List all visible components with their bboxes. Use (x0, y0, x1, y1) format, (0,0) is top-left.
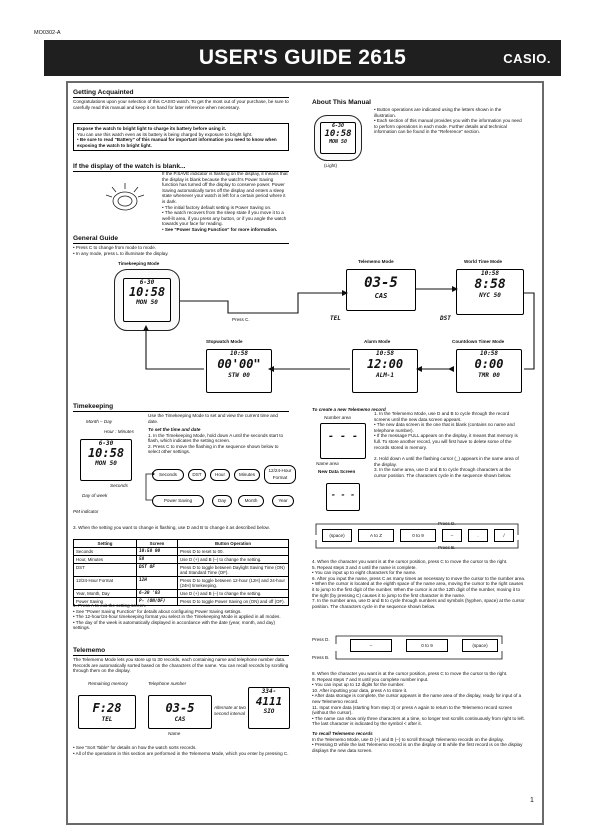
create-step-10: 10. After inputting your data, press A to store it. (312, 687, 408, 693)
about-lcd-date: 6-30 (331, 123, 345, 129)
create-step-2: 2. Hold down A until the flashing cursor (_) appears in the name area of the display. (374, 456, 519, 467)
seq-dst: DST (188, 469, 206, 481)
dst-indicator: DST (440, 315, 451, 322)
set-time-step-4: 4. Press A to exit the setting screen. (73, 603, 147, 608)
callout-telephone-number: Telephone number (148, 681, 187, 686)
tm-record-number: 03-5 (165, 701, 195, 715)
tm-alt-number: 4111 (255, 695, 283, 708)
create-step-10a: • After data storage is complete, the cursor appears in the name area of the display, ready for input of a new Telememo record. (312, 693, 522, 704)
tm-lcd-number: 03-5 (364, 275, 398, 291)
seq1-press-b: Press B. (438, 545, 456, 550)
table-row (74, 577, 289, 590)
document-code: MO0302-A (34, 30, 61, 36)
new-data-lcd: - - - (320, 423, 366, 459)
seq-day: Day (212, 495, 232, 507)
timekeeping-intro: Use the Timekeeping Mode to set and view the current time and date. (148, 413, 278, 424)
charge-warning-text: You can use this watch even as its battery is being charged by exposure to bright light. (77, 131, 253, 137)
seq1-0-to-9: 0 to 9 (400, 529, 436, 542)
recall-text: In the Telememo Mode, use D (+) and B (–) to scroll through Telememo records on the display. (312, 736, 504, 742)
row-operation: Use D (+) and B (–) to change the setting. (178, 556, 289, 564)
row-screen: 6-30 '03 (137, 590, 178, 598)
seq2-arrows (332, 633, 508, 663)
al-lcd-alarm-time: 12:00 (366, 357, 404, 371)
telememo-heading: Telememo (73, 647, 289, 656)
timekeeping-heading: Timekeeping (73, 403, 289, 412)
seq2-hyphen: – (350, 639, 392, 652)
seq2-press-b: Press B. (312, 655, 330, 660)
create-step-5a: • You can input up to eight characters for the name. (312, 570, 417, 576)
set-time-title: To set the time and date (148, 427, 201, 432)
telememo-notes (73, 745, 289, 756)
tm-alt-name: SIO (263, 708, 275, 715)
create-step-4: 4. When the character you want is at the cursor position, press C to move the cursor to the right. (312, 559, 508, 564)
recall-title: To recall Telememo records (312, 730, 373, 736)
tm-remaining-count: F:28 (92, 701, 122, 715)
recall-bullet: • Pressing D while the last Telememo record is on the display or B while the first record is on the display displays the new data screen. (312, 742, 523, 753)
about-lcd-day: MON 50 (328, 139, 348, 145)
about-bullet-1: • Button operations are indicated using the letters shown in the illustration. (374, 107, 502, 118)
table-head-operation: Button Operation (178, 540, 289, 548)
tk-note-1: • See "Power Saving Function" for details about configuring Power Saving settings. (73, 608, 242, 614)
row-setting: DST (74, 564, 137, 577)
callout-hour-min: Hour : Minutes (104, 429, 134, 434)
table-row (74, 564, 289, 577)
illuminate-bullet: • In any mode, press L to illuminate the display. (73, 250, 169, 256)
seq1-arrows (312, 519, 524, 553)
callout-pm-indicator: PM indicator (73, 509, 99, 514)
row-screen: 58 (137, 556, 178, 564)
set-time-step-1: 1. In the Timekeeping Mode, hold down A until the seconds start to flash, which indicates the setting screen. (148, 432, 284, 444)
callout-alternate: Alternate at two second interval (214, 705, 246, 716)
guide-title: USER'S GUIDE 2615 (198, 46, 407, 69)
table-row (74, 548, 289, 556)
wt-lcd-time-small: 10:58 (480, 270, 500, 277)
telememo-record-lcd (148, 695, 212, 729)
timekeeping-notes (73, 603, 287, 631)
create-step-8: 8. When the character you want is at the cursor position, press C to move the cursor to the right. (312, 671, 508, 676)
charge-warning-title: Expose the watch to bright light to charge its battery before using it. (77, 126, 227, 131)
al-lcd-time-small: 10:58 (375, 350, 395, 357)
row-screen: DST OF (137, 564, 178, 577)
set-time-step-3: 3. When the setting you want to change is flashing, use D and B to change it as described below. (73, 525, 270, 530)
about-manual-text (374, 107, 524, 135)
tk-note-2: • The 12-hour/24-hour timekeeping format you select in the Timekeeping Mode is applied in all modes. (73, 614, 281, 620)
table-head-screen: Screen (137, 540, 178, 548)
ct-lcd-timer: 0:00 (474, 357, 504, 371)
create-record-title: To create a new Telememo record (312, 407, 386, 412)
row-operation: Press D to toggle between Daylight Saving Time (ON) and Standard Time (OF). (178, 564, 289, 577)
create-step-9: 9. Repeat steps 7 and 8 until you complete number input. (312, 676, 429, 682)
row-screen: 12H (137, 577, 178, 590)
seq1-hyphen: – (442, 529, 462, 542)
set-time-step-2: 2. Press C to move the flashing in the sequence shown below to select other settings. (148, 443, 279, 455)
manual-page (66, 81, 544, 825)
table-header-row (74, 540, 289, 548)
callout-month-day: Month – Day (86, 419, 113, 424)
seq-seconds: Seconds (152, 469, 184, 481)
ct-lcd-time-small: 10:58 (479, 350, 499, 357)
about-bullet-2: • Each section of this manual provides you with the information you need to perform operations in each mode. Further details and technical information can be found in the "Reference" section. (374, 118, 522, 135)
seq-power-saving: Power Saving (152, 495, 204, 507)
row-setting: Seconds (74, 548, 137, 556)
press-c-label: Press C. (232, 317, 250, 322)
brand-logo: CASIO. (503, 51, 551, 66)
ct-lcd-label: TMR 00 (478, 372, 500, 379)
table-head-setting: Setting (74, 540, 137, 548)
psave-paragraph: If the P.SAVE indicator is flashing on the display, it means that the display is blank because the watch's Power Saving function has turned off the display to conserve power. Power Saving automatically turns off the display and enters a sleep state whenever your watch is left for a certain period where it is dark. (162, 171, 288, 204)
wt-lcd-city: NYC 50 (479, 292, 501, 299)
callout-number-area: Number area (324, 415, 351, 420)
tel-indicator: TEL (330, 315, 341, 322)
tks-lcd-time: 10:58 (87, 446, 125, 460)
mode-flow-arrows (68, 250, 542, 403)
row-setting: Year, Month, Day (74, 590, 137, 598)
row-setting: Power Saving (74, 598, 137, 606)
psave-bullet-2: • The watch recovers from the sleep state if you move it to a well-lit area, if you press any button, or if you angle the watch towards your face for reading. (162, 210, 287, 227)
callout-name: Name (168, 731, 181, 736)
about-lcd-time: 10:58 (324, 129, 352, 139)
row-setting: 12/24-Hour Format (74, 577, 137, 590)
stopwatch-mode-label: Stopwatch Mode (206, 339, 243, 344)
seq-year: Year (272, 495, 294, 507)
telememo-intro: The Telememo Mode lets you store up to 30 records, each containing name and telephone number data. Records are automatically sorted based on the characters of the name. You can recall records by scrolling through them on the display. (73, 657, 289, 674)
create-steps-4-7 (312, 559, 526, 609)
cursor-lcd: - - - (326, 483, 360, 511)
tk-note-3: • The day of the week is automatically displayed in accordance with the date (year, month, and day) settings. (73, 619, 275, 631)
seq1-period: . (468, 529, 488, 542)
create-step-5: 5. Repeat steps 3 and 4 until the name is complete. (312, 564, 417, 570)
callout-seconds: Seconds (110, 483, 128, 488)
set-time-instructions (148, 427, 288, 455)
create-steps-8-11 (312, 671, 526, 753)
blank-display-text (162, 171, 290, 233)
psave-bullet-3: • See "Power Saving Function" for more information. (162, 226, 278, 232)
tm-lcd-name: CAS (374, 292, 388, 300)
sw-lcd-label: STW 00 (228, 372, 250, 379)
mode-change-bullet: • Press C to change from mode to mode. (73, 245, 157, 250)
tks-lcd-date: 6-30 (98, 440, 114, 447)
table-row (74, 556, 289, 564)
seq-12-24-format: 12/24-Hour Format (264, 465, 296, 484)
world-time-mode-label: World Time Mode (464, 259, 503, 264)
light-caption: (Light) (324, 163, 338, 168)
seq1-space: (space) (322, 529, 352, 542)
watch-light-illustration (102, 179, 148, 219)
telememo-mode-label: Telememo Mode (358, 259, 394, 264)
seq-hour: Hour (210, 469, 230, 481)
telememo-memory-lcd (78, 695, 136, 729)
tm-note-2: • All of the operations in this section are performed in the Telememo Mode, which you enter by pressing C. (73, 750, 289, 756)
create-step-11a: • The name can show only three characters at a time, so longer text scrolls continuously from right to left. The last character is indicated by the symbol < after it. (312, 715, 525, 727)
seq-minutes: Minutes (234, 469, 260, 481)
create-step-1: 1. In the Telememo Mode, use D and B to cycle through the record screens until the new data screen appears. (374, 411, 510, 422)
about-manual-heading: About This Manual (312, 99, 371, 106)
timekeeping-lcd (80, 439, 132, 481)
page-number: 1 (530, 797, 534, 804)
row-operation: Press D to toggle between 12-hour (12H) and 24-hour (24H) timekeeping. (178, 577, 289, 590)
seq-loop-arrow (144, 463, 300, 511)
create-step-11: 11. Input more data (starting from step 3) or press A again to return to the Telememo record screen (without the cursor). (312, 704, 513, 716)
seq1-a-to-z: A to Z (358, 529, 394, 542)
table-row (74, 590, 289, 598)
getting-acquainted-intro: Congratulations upon your selection of this CASIO watch. To get the most out of your purchase, be sure to carefully read this manual and keep it on hand for later reference when necessary. (73, 99, 289, 110)
row-operation: Press D to reset to 00. (178, 548, 289, 556)
new-data-screen-label: New Data Screen (318, 469, 356, 474)
create-step-6: 6. After you input the name, press C as many times as necessary to move the cursor to the number area. (312, 575, 526, 581)
about-watch-lcd (320, 122, 356, 154)
tm-tel-label: TEL (101, 716, 113, 723)
create-step-1b: • If the message FULL appears on the display, it means that memory is full. To store another record, you will first have to delete some of the records stored in memory. (374, 433, 518, 450)
callout-remaining-memory: Remaining memory (88, 681, 128, 686)
create-step-3: 3. In the name area, use D and B to cycle through characters at the cursor position. The characters cycle in the sequence shown below. (374, 467, 512, 478)
blank-display-heading: If the display of the watch is blank... (73, 163, 289, 172)
seq1-slash: / (494, 529, 514, 542)
create-step-1a: • The new data screen is the one that is blank (contains no name and telephone number). (374, 422, 515, 433)
charge-warning-bullet: • Be sure to read "Battery" of this manual for important information you need to know when exposing the watch to bright light. (77, 137, 277, 148)
tk-lcd-day: MON 50 (136, 299, 158, 306)
create-step-7: 7. In the number area, use D and B to cycle through numbers and symbols (hyphen, space) at the cursor position. The characters cycle in the sequence shown below. (312, 598, 525, 609)
seq2-0-to-9: 0 to 9 (406, 639, 448, 652)
row-operation: Use D (+) and B (–) to change the setting. (178, 590, 289, 598)
tks-lcd-day: MON 50 (95, 460, 117, 467)
getting-acquainted-heading: Getting Acquainted (73, 89, 289, 98)
setting-table (73, 539, 289, 606)
row-screen: P- (ON/OF) (137, 598, 178, 606)
seq1-press-d: Press D. (438, 521, 456, 526)
seq2-space: (space) (462, 639, 498, 652)
al-lcd-label: ALM-1 (375, 372, 395, 379)
row-operation: Press D to toggle Power Saving on (ON) and off (OF). (178, 598, 289, 606)
callout-day-of-week: Day of week (82, 493, 108, 498)
psave-bullet-1: • The initial factory default setting is Power Saving on. (162, 204, 272, 210)
general-guide-heading: General Guide (73, 235, 289, 244)
tm-note-1: • See "Sort Table" for details on how the watch sorts records. (73, 745, 197, 750)
title-banner (44, 40, 561, 76)
sw-lcd-time-small: 10:58 (229, 350, 249, 357)
charge-warning-box (73, 123, 289, 151)
seq2-press-d: Press D. (312, 637, 330, 642)
tk-lcd-time: 10:58 (128, 285, 166, 299)
timekeeping-mode-label: Timekeeping Mode (118, 261, 160, 266)
row-setting: Hour, Minutes (74, 556, 137, 564)
about-watch-illustration (314, 115, 362, 161)
sun-watch-icon (102, 179, 148, 219)
create-step-9a: • You can input up to 12 digits for the number. (312, 682, 405, 688)
tm-alt-prefix: 334- (261, 688, 277, 695)
sw-lcd-elapsed: 00'00" (217, 357, 261, 371)
seq-month: Month (238, 495, 264, 507)
countdown-mode-label: Countdown Timer Mode (452, 339, 505, 344)
wt-lcd-time: 8:58 (474, 277, 506, 292)
alarm-mode-label: Alarm Mode (364, 339, 391, 344)
row-screen: 10:58 00 (137, 548, 178, 556)
tm-record-name: CAS (174, 716, 186, 723)
tk-lcd-date: 6-30 (139, 279, 155, 286)
create-steps-1-3 (374, 411, 524, 479)
create-step-6a: • When the cursor is located at the eighth space of the name area, moving the cursor to the right causes it to jump to the first digit of the number. When the cursor is at the 12th digit of the number, moving it to the right (by pressing C) causes it to jump to the first character in the name. (312, 581, 524, 598)
telememo-alt-lcd (248, 687, 290, 729)
callout-name-area: Name area (316, 461, 339, 466)
